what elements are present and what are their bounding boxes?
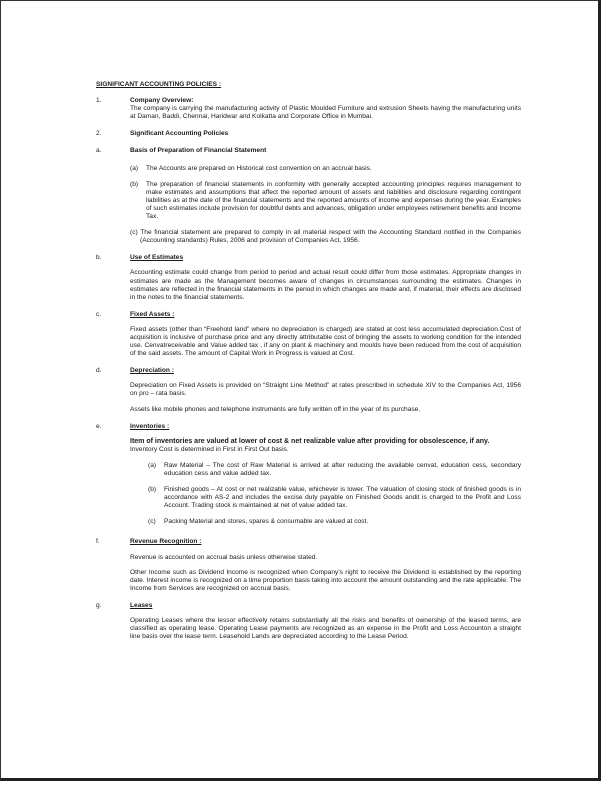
section-bold-text: Item of inventories are valued at lower of cost & net realizable value after providing for obsolescence, if any. <box>130 437 490 445</box>
section-fixed-assets <box>96 311 521 358</box>
section-inventories <box>96 423 521 527</box>
list-text: Packing Material and stores, spares & consumable are valued at cost. <box>164 518 369 526</box>
list-label: (a) <box>130 164 139 172</box>
list-item <box>130 518 521 526</box>
section-number: g. <box>96 601 102 609</box>
list-item <box>130 165 521 173</box>
section-text: Accounting estimate could change from period to period and actual result could differ from those estimates. Appropriate changes in estimates are made as the Management becomes aware of changes in circumstances surrounding the estimates. Changes in estimates are reflected in the financial statements in the period in which changes are made and, if material, their effects are disclosed in the notes to the financial statements. <box>130 269 521 301</box>
section-text: Depreciation on Fixed Assets is provided on “Straight Line Method” at rates prescribed in schedule XIV to the Companies Act, 1956 on pro – rata basis. <box>130 382 521 398</box>
section-significant-policies <box>96 130 521 138</box>
list-label: (b) <box>130 180 139 188</box>
section-company-overview <box>96 97 521 121</box>
document-content <box>96 81 521 648</box>
section-title: Significant Accounting Policies <box>130 130 229 138</box>
section-text: The company is carrying the manufacturing activity of Plastic Moulded Furniture and extrusion Sheets having the manufacturing units at Daman, Baddi, Chennai, Haridwar and Kolkatta and Corporate Office in Mumbai. <box>130 105 521 121</box>
section-number: 2. <box>96 130 102 138</box>
list-label: (a) <box>148 461 157 469</box>
section-title: Inventories : <box>130 422 170 430</box>
page-heading: SIGNIFICANT ACCOUNTING POLICIES : <box>96 81 222 88</box>
section-title: Leases <box>130 601 153 609</box>
list-text: The preparation of financial statements in conformity with generally accepted accounting principles requires management to make estimates and assumptions that affect the reported amount of assets and liabilities and disclosure regarding contingent liabilities as at the date of the financial statements and the reported amounts of income and expenses during the year. Examples of such estimates include provision for doubtful debts and advances, obligation under employees retirement benefits and Income Tax. <box>146 180 521 221</box>
list-item <box>130 486 521 510</box>
list-text: Finished goods – At cost or net realizable value, whichever is lower. The valuation of closing stock of finished goods is in accordance with AS-2 and includes the excise duty payable on Finished Goods andit is charged to the Profit and Loss Account. Trading stock is maintained at net of value added tax. <box>164 486 521 510</box>
section-title: Use of Estimates <box>130 254 184 262</box>
list-text: The Accounts are prepared on Historical cost convention on an accrual basis. <box>146 164 372 172</box>
section-text: Revenue is accounted on accrual basis unless otherwise stated. <box>130 553 318 561</box>
section-title: Revenue Recognition : <box>130 538 202 546</box>
section-number: f. <box>96 538 100 546</box>
section-number: c. <box>96 310 102 318</box>
section-text: Inventory Cost is determined in First in First Out basis. <box>130 445 289 453</box>
list-item <box>130 462 521 478</box>
list-label: (c) <box>148 518 156 526</box>
section-number: b. <box>96 254 102 262</box>
section-title: Company Overview: <box>130 97 194 105</box>
section-text: Fixed assets (other than “Freehold land” where no depreciation is charged) are stated at cost less accumulated depreciation.Cost of acquisition is inclusive of purchase price and any directly attributable cost of bringing the assets to working condition for the intended use. Cenvatreceivable and Value added tax , if any on plant & machinery and moulds have been reduced from the cost of acquisition of the said assets. The amount of Capital Work in Progress is valued at Cost. <box>130 325 521 358</box>
section-text: Operating Leases where the lessor effectively retains substantially all the risks and benefits of ownership of the leased terms, are classified as operating lease. Operating Lease payments are recognized as an expense in the Profit and Loss Accounton a straight line basis over the lease term. Leasehold Lands are depreciated according to the Lease Period. <box>130 617 521 641</box>
section-basis-of-preparation <box>96 147 521 245</box>
list-item-c: (c) The financial statement are prepared to comply in all material respect with the Accounting Standard notified in the Companies (Accounting standards) Rules, 2006 and provision of Companies Act, 1956. <box>130 229 521 245</box>
section-depreciation <box>96 367 521 413</box>
section-number: a. <box>96 147 102 155</box>
section-use-of-estimates <box>96 254 521 301</box>
section-title: Depreciation : <box>130 367 174 375</box>
list-item <box>130 181 521 221</box>
list-label: (b) <box>148 486 157 494</box>
section-text: Assets like mobile phones and telephone instruments are fully written off in the year of its purchase. <box>130 405 421 413</box>
section-title: Basis of Preparation of Financial Statement <box>130 147 267 155</box>
section-number: 1. <box>96 97 102 105</box>
section-title: Fixed Assets : <box>130 310 175 318</box>
section-number: d. <box>96 367 102 375</box>
section-text: Other Income such as Dividend Income is recognized when Company’s right to receive the Dividend is established by the reporting date. Interest income is recognized on a time proportion basis taking into account the amount outstanding and the rate applicable. The Income from Services are recognized on accrual basis. <box>130 568 521 592</box>
section-revenue-recognition <box>96 538 521 592</box>
list-text: Raw Material – The cost of Raw Material is arrived at after reducing the available cenvat, education cess, secondary education cess and value added tax. <box>164 461 521 477</box>
section-leases <box>96 602 521 641</box>
section-number: e. <box>96 422 102 430</box>
